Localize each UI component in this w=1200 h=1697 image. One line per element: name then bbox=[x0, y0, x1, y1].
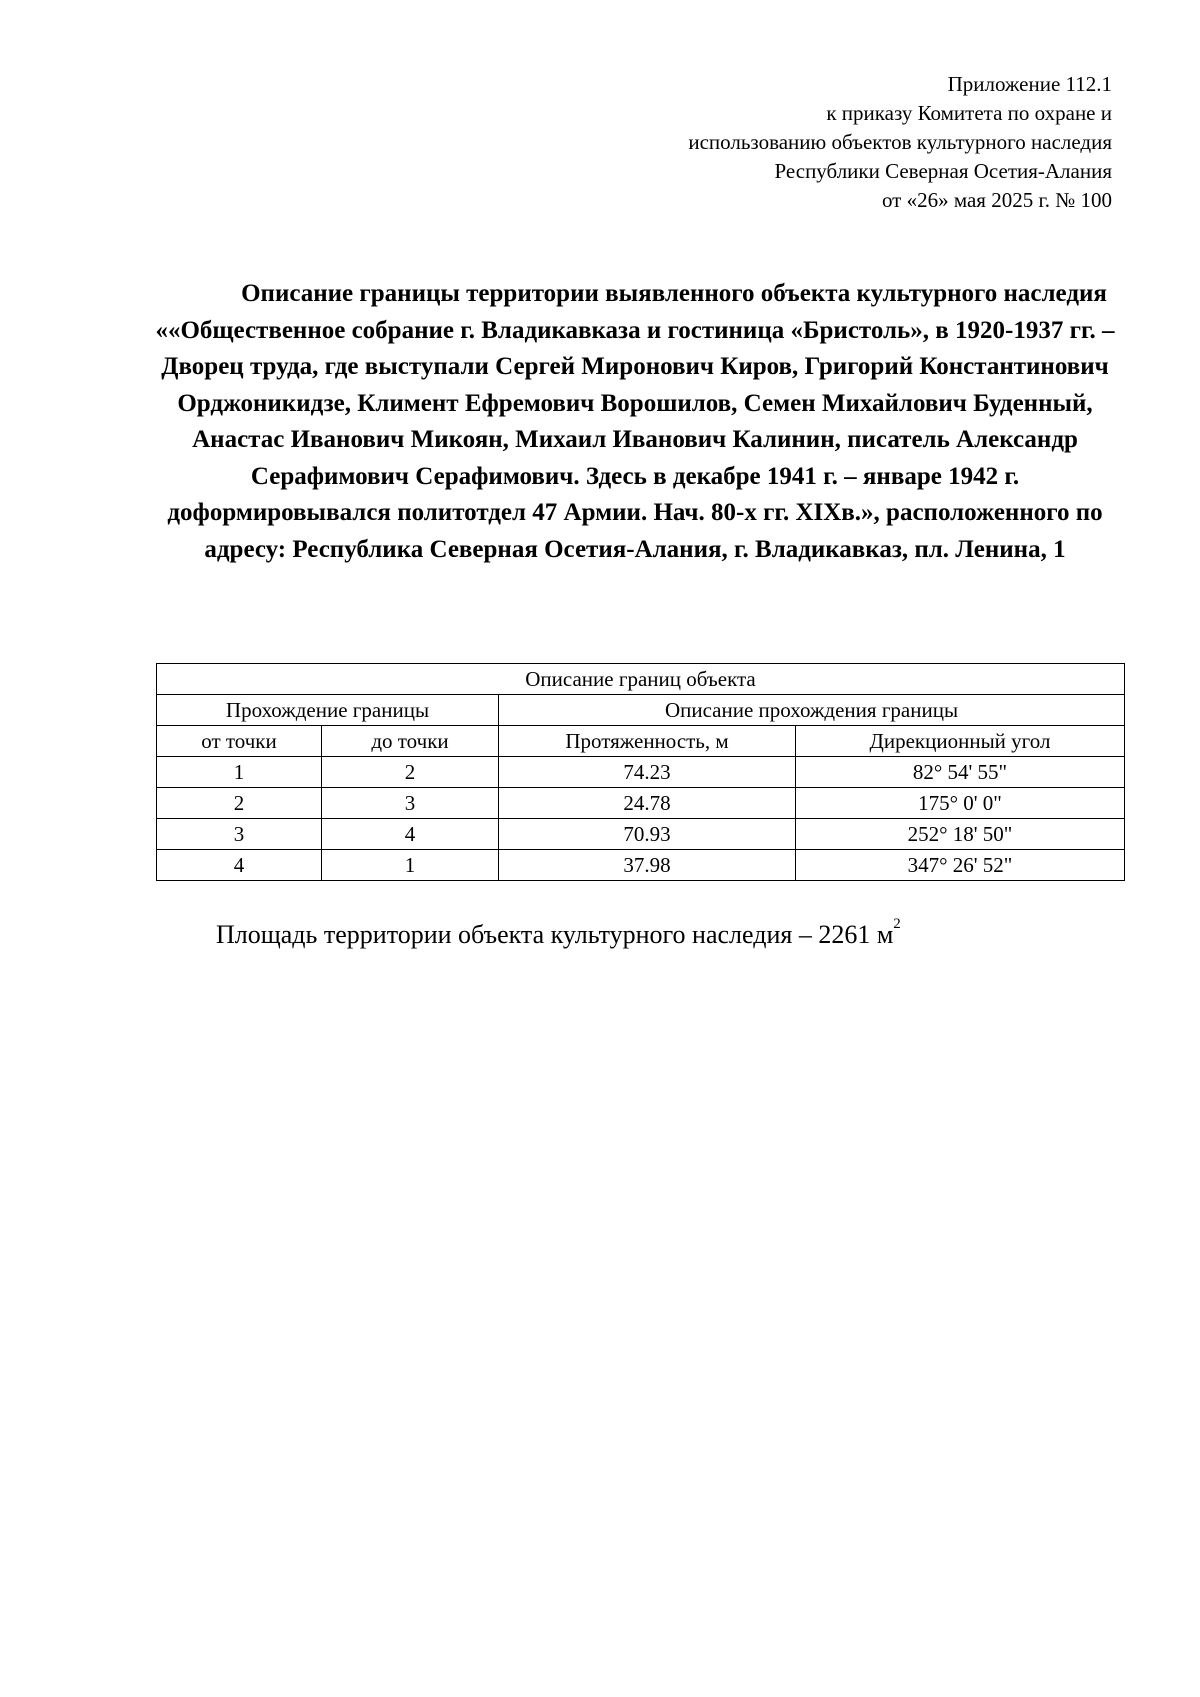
cell-from: 3 bbox=[157, 819, 322, 850]
cell-angle: 252° 18' 50" bbox=[796, 819, 1125, 850]
cell-from: 4 bbox=[157, 850, 322, 881]
table-row bbox=[157, 757, 1125, 788]
table-row bbox=[157, 850, 1125, 881]
column-header-length: Протяженность, м bbox=[499, 726, 796, 757]
appendix-header bbox=[412, 70, 1112, 215]
area-statement bbox=[216, 916, 901, 950]
table-caption-row bbox=[157, 664, 1125, 695]
cell-to: 3 bbox=[322, 788, 499, 819]
appendix-line: Приложение 112.1 bbox=[947, 72, 1112, 96]
cell-angle: 175° 0' 0" bbox=[796, 788, 1125, 819]
boundary-table bbox=[156, 663, 1125, 881]
column-header-from: от точки bbox=[157, 726, 322, 757]
cell-to: 1 bbox=[322, 850, 499, 881]
cell-angle: 347° 26' 52" bbox=[796, 850, 1125, 881]
group-header-description: Описание прохождения границы bbox=[499, 695, 1125, 726]
column-header-angle: Дирекционный угол bbox=[796, 726, 1125, 757]
appendix-line: от «26» мая 2025 г. № 100 bbox=[881, 188, 1112, 212]
appendix-line: к приказу Комитета по охране и bbox=[826, 101, 1112, 125]
table-caption: Описание границ объекта bbox=[157, 664, 1125, 695]
cell-length: 74.23 bbox=[499, 757, 796, 788]
document-title: Описание границы территории выявленного объекта культурного наследия ««Общественное собрание г. Владикавказа и гостиница «Бристоль», в 1920-1937 гг. – Дворец труда, где выступали Сергей Миронович Киров, Григорий Константинович Орджоникидзе, Климент Ефремович Ворошилов, Семен Михайлович Буденный, Анастас Иванович Микоян, Михаил Иванович Калинин, писатель Александр Серафимович Серафимович. Здесь в декабре 1941 г. – январе 1942 г. доформировывался политотдел 47 Армии. Нач. 80-х гг. XIXв.», расположенного по адресу: Республика Северная Осетия-Алания, г. Владикавказ, пл. Ленина, 1 bbox=[155, 280, 1115, 563]
table-row bbox=[157, 819, 1125, 850]
area-unit-superscript: 2 bbox=[893, 916, 901, 932]
cell-length: 24.78 bbox=[499, 788, 796, 819]
cell-to: 4 bbox=[322, 819, 499, 850]
table-column-header-row bbox=[157, 726, 1125, 757]
appendix-line: Республики Северная Осетия-Алания bbox=[774, 159, 1112, 183]
column-header-to: до точки bbox=[322, 726, 499, 757]
cell-from: 1 bbox=[157, 757, 322, 788]
table-group-header-row bbox=[157, 695, 1125, 726]
cell-length: 70.93 bbox=[499, 819, 796, 850]
group-header-passage: Прохождение границы bbox=[157, 695, 499, 726]
cell-length: 37.98 bbox=[499, 850, 796, 881]
appendix-line: использованию объектов культурного наследия bbox=[688, 130, 1112, 154]
table-row bbox=[157, 788, 1125, 819]
cell-to: 2 bbox=[322, 757, 499, 788]
area-text: Площадь территории объекта культурного наследия – 2261 м bbox=[216, 920, 894, 949]
cell-angle: 82° 54' 55" bbox=[796, 757, 1125, 788]
cell-from: 2 bbox=[157, 788, 322, 819]
